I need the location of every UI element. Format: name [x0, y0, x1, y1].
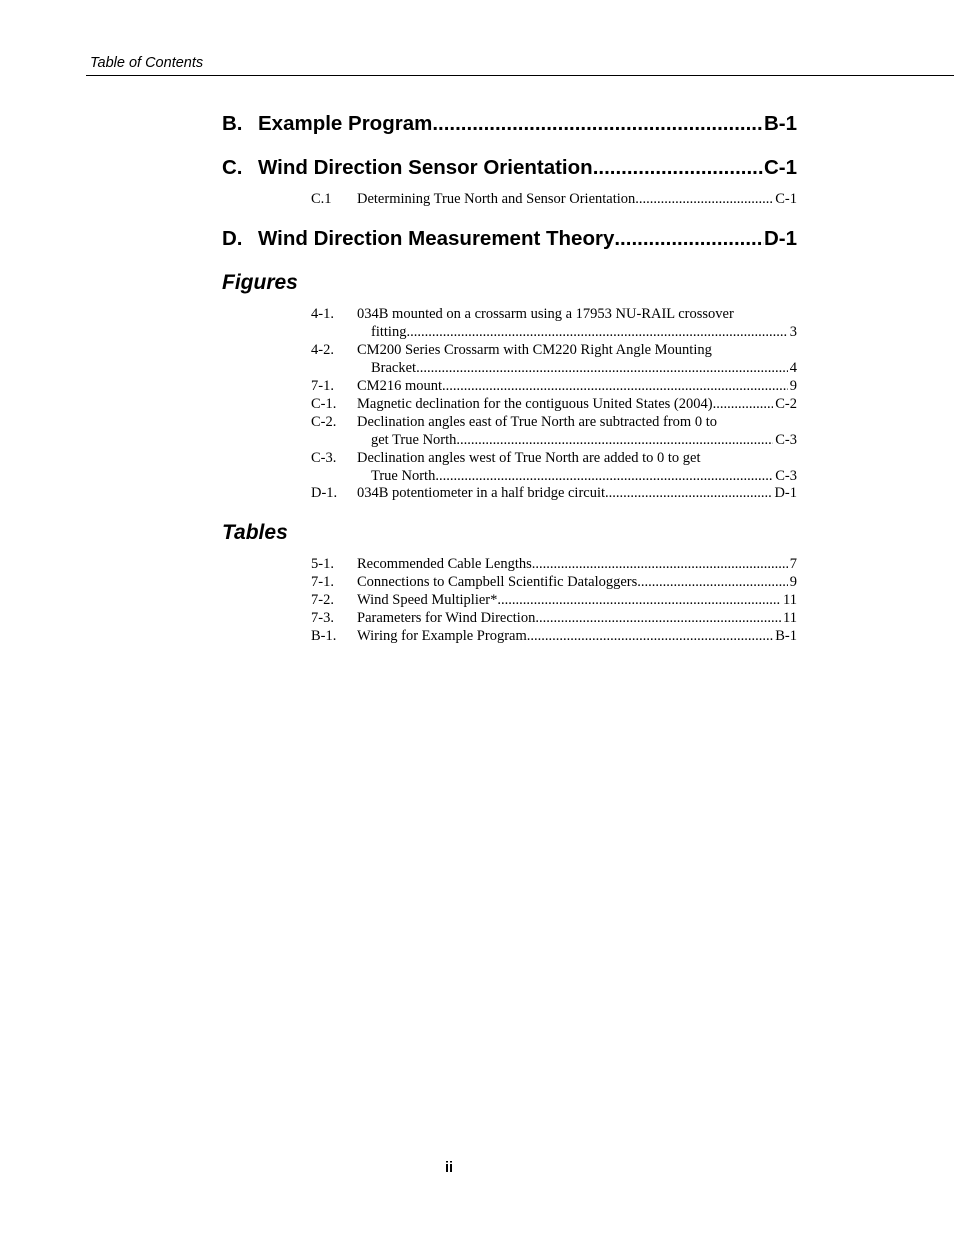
table-entry[interactable] [311, 591, 797, 609]
toc-appendix-d[interactable] [222, 227, 797, 251]
entry-text-cont: fitting [371, 324, 407, 340]
page-number: ii [444, 1160, 454, 1176]
entry-text: CM200 Series Crossarm with CM220 Right Angle Mounting [357, 342, 712, 358]
entry-page: 7 [789, 556, 797, 572]
dot-leader [442, 377, 788, 395]
entry-text: Declination angles east of True North are subtracted from 0 to [357, 414, 717, 430]
dot-leader [456, 431, 773, 449]
dot-leader [637, 573, 787, 591]
entry-number: 7-2. [311, 592, 334, 608]
table-entry[interactable] [311, 573, 797, 591]
appendix-letter: D. [222, 227, 243, 250]
appendix-page: C-1 [763, 156, 797, 179]
entry-number: C-3. [311, 450, 337, 466]
dot-leader [614, 227, 764, 251]
entry-text: 034B mounted on a crossarm using a 17953 NU-RAIL crossover [357, 306, 734, 322]
dot-leader [527, 627, 774, 645]
entry-number: B-1. [311, 628, 337, 644]
appendix-page: D-1 [763, 227, 797, 250]
entry-page: 9 [789, 378, 797, 394]
dot-leader [416, 359, 788, 377]
entry-number: 4-2. [311, 342, 334, 358]
entry-text: 034B potentiometer in a half bridge circuit [357, 485, 606, 501]
entry-text-cont: get True North [371, 432, 457, 448]
entry-text: Parameters for Wind Direction [357, 610, 536, 626]
toc-appendix-b[interactable] [222, 112, 797, 136]
entry-page: 11 [783, 592, 797, 608]
entry-number: D-1. [311, 485, 338, 501]
table-entry[interactable] [311, 555, 797, 573]
entry-text: Wiring for Example Program [357, 628, 527, 644]
entry-page: C-3 [775, 432, 797, 448]
appendix-title: Wind Direction Sensor Orientation [258, 156, 593, 179]
entry-number: 5-1. [311, 556, 334, 572]
dot-leader [593, 156, 764, 180]
entry-text: Magnetic declination for the contiguous United States (2004) [357, 396, 713, 412]
entry-text-cont: Bracket [371, 360, 417, 376]
entry-page: 9 [789, 574, 797, 590]
dot-leader [406, 323, 787, 341]
entry-number: 7-1. [311, 378, 334, 394]
dot-leader [532, 555, 788, 573]
table-entry[interactable] [311, 627, 797, 645]
toc-entry-c1[interactable] [311, 190, 797, 208]
dot-leader [432, 112, 764, 136]
appendix-letter: B. [222, 112, 243, 135]
entry-page: 11 [783, 610, 797, 626]
appendix-letter: C. [222, 156, 243, 179]
figure-entry[interactable] [311, 484, 797, 502]
dot-leader [435, 467, 773, 485]
entry-page: 4 [789, 360, 797, 376]
entry-number: C-1. [311, 396, 337, 412]
dot-leader [497, 591, 781, 609]
entry-page: C-3 [775, 468, 797, 484]
figure-entry[interactable] [311, 395, 797, 413]
appendix-title: Wind Direction Measurement Theory [258, 227, 615, 250]
figure-entry[interactable] [311, 341, 797, 377]
toc-appendix-c[interactable] [222, 156, 797, 180]
dot-leader [535, 609, 781, 627]
figure-entry[interactable] [311, 449, 797, 485]
entry-page: C-1 [775, 191, 797, 207]
figure-entry[interactable] [311, 305, 797, 341]
table-entry[interactable] [311, 609, 797, 627]
dot-leader [635, 190, 773, 208]
entry-number: C.1 [311, 191, 332, 207]
entry-page: D-1 [774, 485, 797, 501]
appendix-title: Example Program [258, 112, 433, 135]
entry-page: C-2 [775, 396, 797, 412]
dot-leader [713, 395, 774, 413]
dot-leader [605, 484, 772, 502]
entry-page: 3 [789, 324, 797, 340]
appendix-page: B-1 [763, 112, 797, 135]
running-header: Table of Contents [90, 55, 204, 71]
figure-entry[interactable] [311, 413, 797, 449]
figure-entry[interactable] [311, 377, 797, 395]
header-rule [86, 75, 954, 76]
entry-number: C-2. [311, 414, 337, 430]
tables-heading: Tables [222, 521, 288, 544]
figures-heading: Figures [222, 271, 298, 294]
entry-text-cont: True North [371, 468, 436, 484]
entry-number: 7-1. [311, 574, 334, 590]
entry-number: 4-1. [311, 306, 334, 322]
entry-text: Declination angles west of True North are added to 0 to get [357, 450, 701, 466]
entry-text: Wind Speed Multiplier* [357, 592, 498, 608]
entry-number: 7-3. [311, 610, 334, 626]
entry-text: CM216 mount [357, 378, 442, 394]
entry-text: Connections to Campbell Scientific Dataloggers [357, 574, 638, 590]
entry-text: Determining True North and Sensor Orientation [357, 191, 636, 207]
entry-page: B-1 [775, 628, 797, 644]
entry-text: Recommended Cable Lengths [357, 556, 532, 572]
